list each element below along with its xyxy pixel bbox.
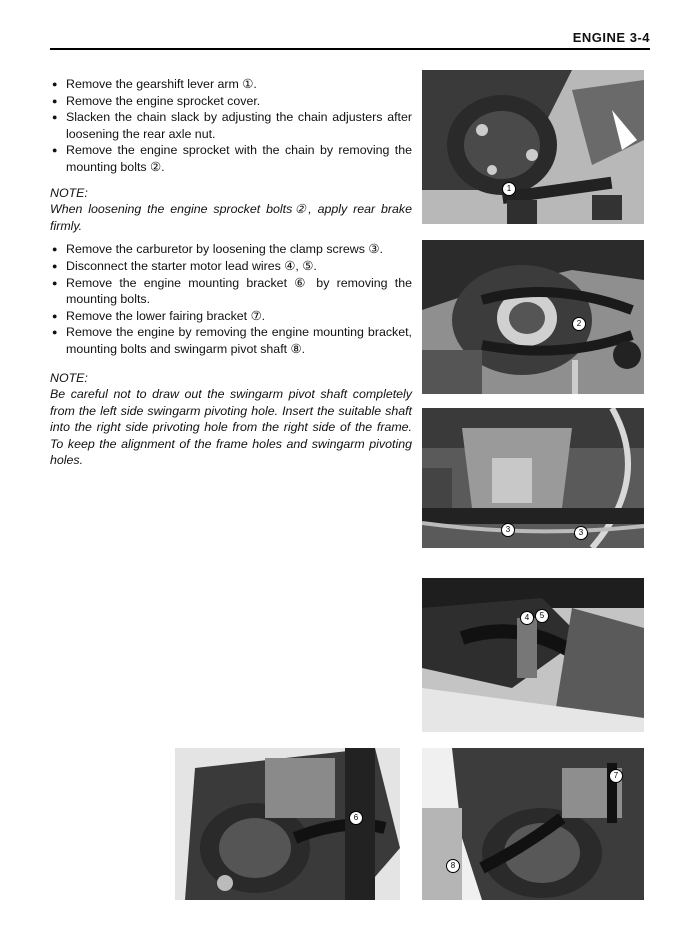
step-item: ● Remove the carburetor by loosening the clamp screws ③. [50, 241, 412, 258]
note-1 [50, 185, 412, 235]
photo-illustration [175, 748, 400, 900]
callout-4: 4 [520, 611, 534, 625]
callout-2: 2 [572, 317, 586, 331]
note-label: NOTE: [50, 370, 88, 385]
photo-starter-motor-lead-wires [422, 578, 644, 732]
step-item: ● Remove the gearshift lever arm ①. [50, 76, 412, 93]
photo-illustration [422, 70, 644, 224]
step-item: ● Remove the engine mounting bracket ⑥ by removing the mounting bolts. [50, 275, 412, 308]
photo-illustration [422, 408, 644, 548]
note-body: When loosening the engine sprocket bolts②, apply rear brake firmly. [50, 202, 412, 233]
callout-6: 6 [349, 811, 363, 825]
photo-lower-fairing-bracket-pivot-shaft [422, 748, 644, 900]
callout-3a: 3 [501, 523, 515, 537]
photo-illustration [422, 240, 644, 394]
callout-3b: 3 [574, 526, 588, 540]
header-rule [50, 48, 650, 50]
callout-1: 1 [502, 182, 516, 196]
callout-7: 7 [609, 769, 623, 783]
instruction-column [50, 76, 412, 476]
photo-carburetor-clamps [422, 408, 644, 548]
step-item: ● Disconnect the starter motor lead wires ④, ⑤. [50, 258, 412, 275]
step-item: ● Slacken the chain slack by adjusting the chain adjusters after loosening the rear axle nut. [50, 109, 412, 142]
note-label: NOTE: [50, 185, 88, 200]
step-item: ● Remove the lower fairing bracket ⑦. [50, 308, 412, 325]
photo-engine-mounting-bracket [175, 748, 400, 900]
step-item: ● Remove the engine by removing the engine mounting bracket, mounting bolts and swingarm pivot shaft ⑧. [50, 324, 412, 357]
photo-engine-sprocket-chain [422, 240, 644, 394]
steps-group-1 [50, 76, 412, 176]
step-item: ● Remove the engine sprocket cover. [50, 93, 412, 110]
steps-group-2 [50, 241, 412, 357]
page-header-title: ENGINE 3-4 [572, 30, 650, 45]
step-item: ● Remove the engine sprocket with the chain by removing the mounting bolts ②. [50, 142, 412, 175]
photo-illustration [422, 578, 644, 732]
photo-gearshift-sprocket-cover [422, 70, 644, 224]
callout-8: 8 [446, 859, 460, 873]
callout-5: 5 [535, 609, 549, 623]
note-2 [50, 370, 412, 470]
note-body: Be careful not to draw out the swingarm pivot shaft completely from the left side swingarm pivoting hole. Insert the suitable shaft into the right side privoting hole from the right side of the frame. To keep the alignment of the frame holes and swingarm pivoting holes. [50, 387, 412, 468]
